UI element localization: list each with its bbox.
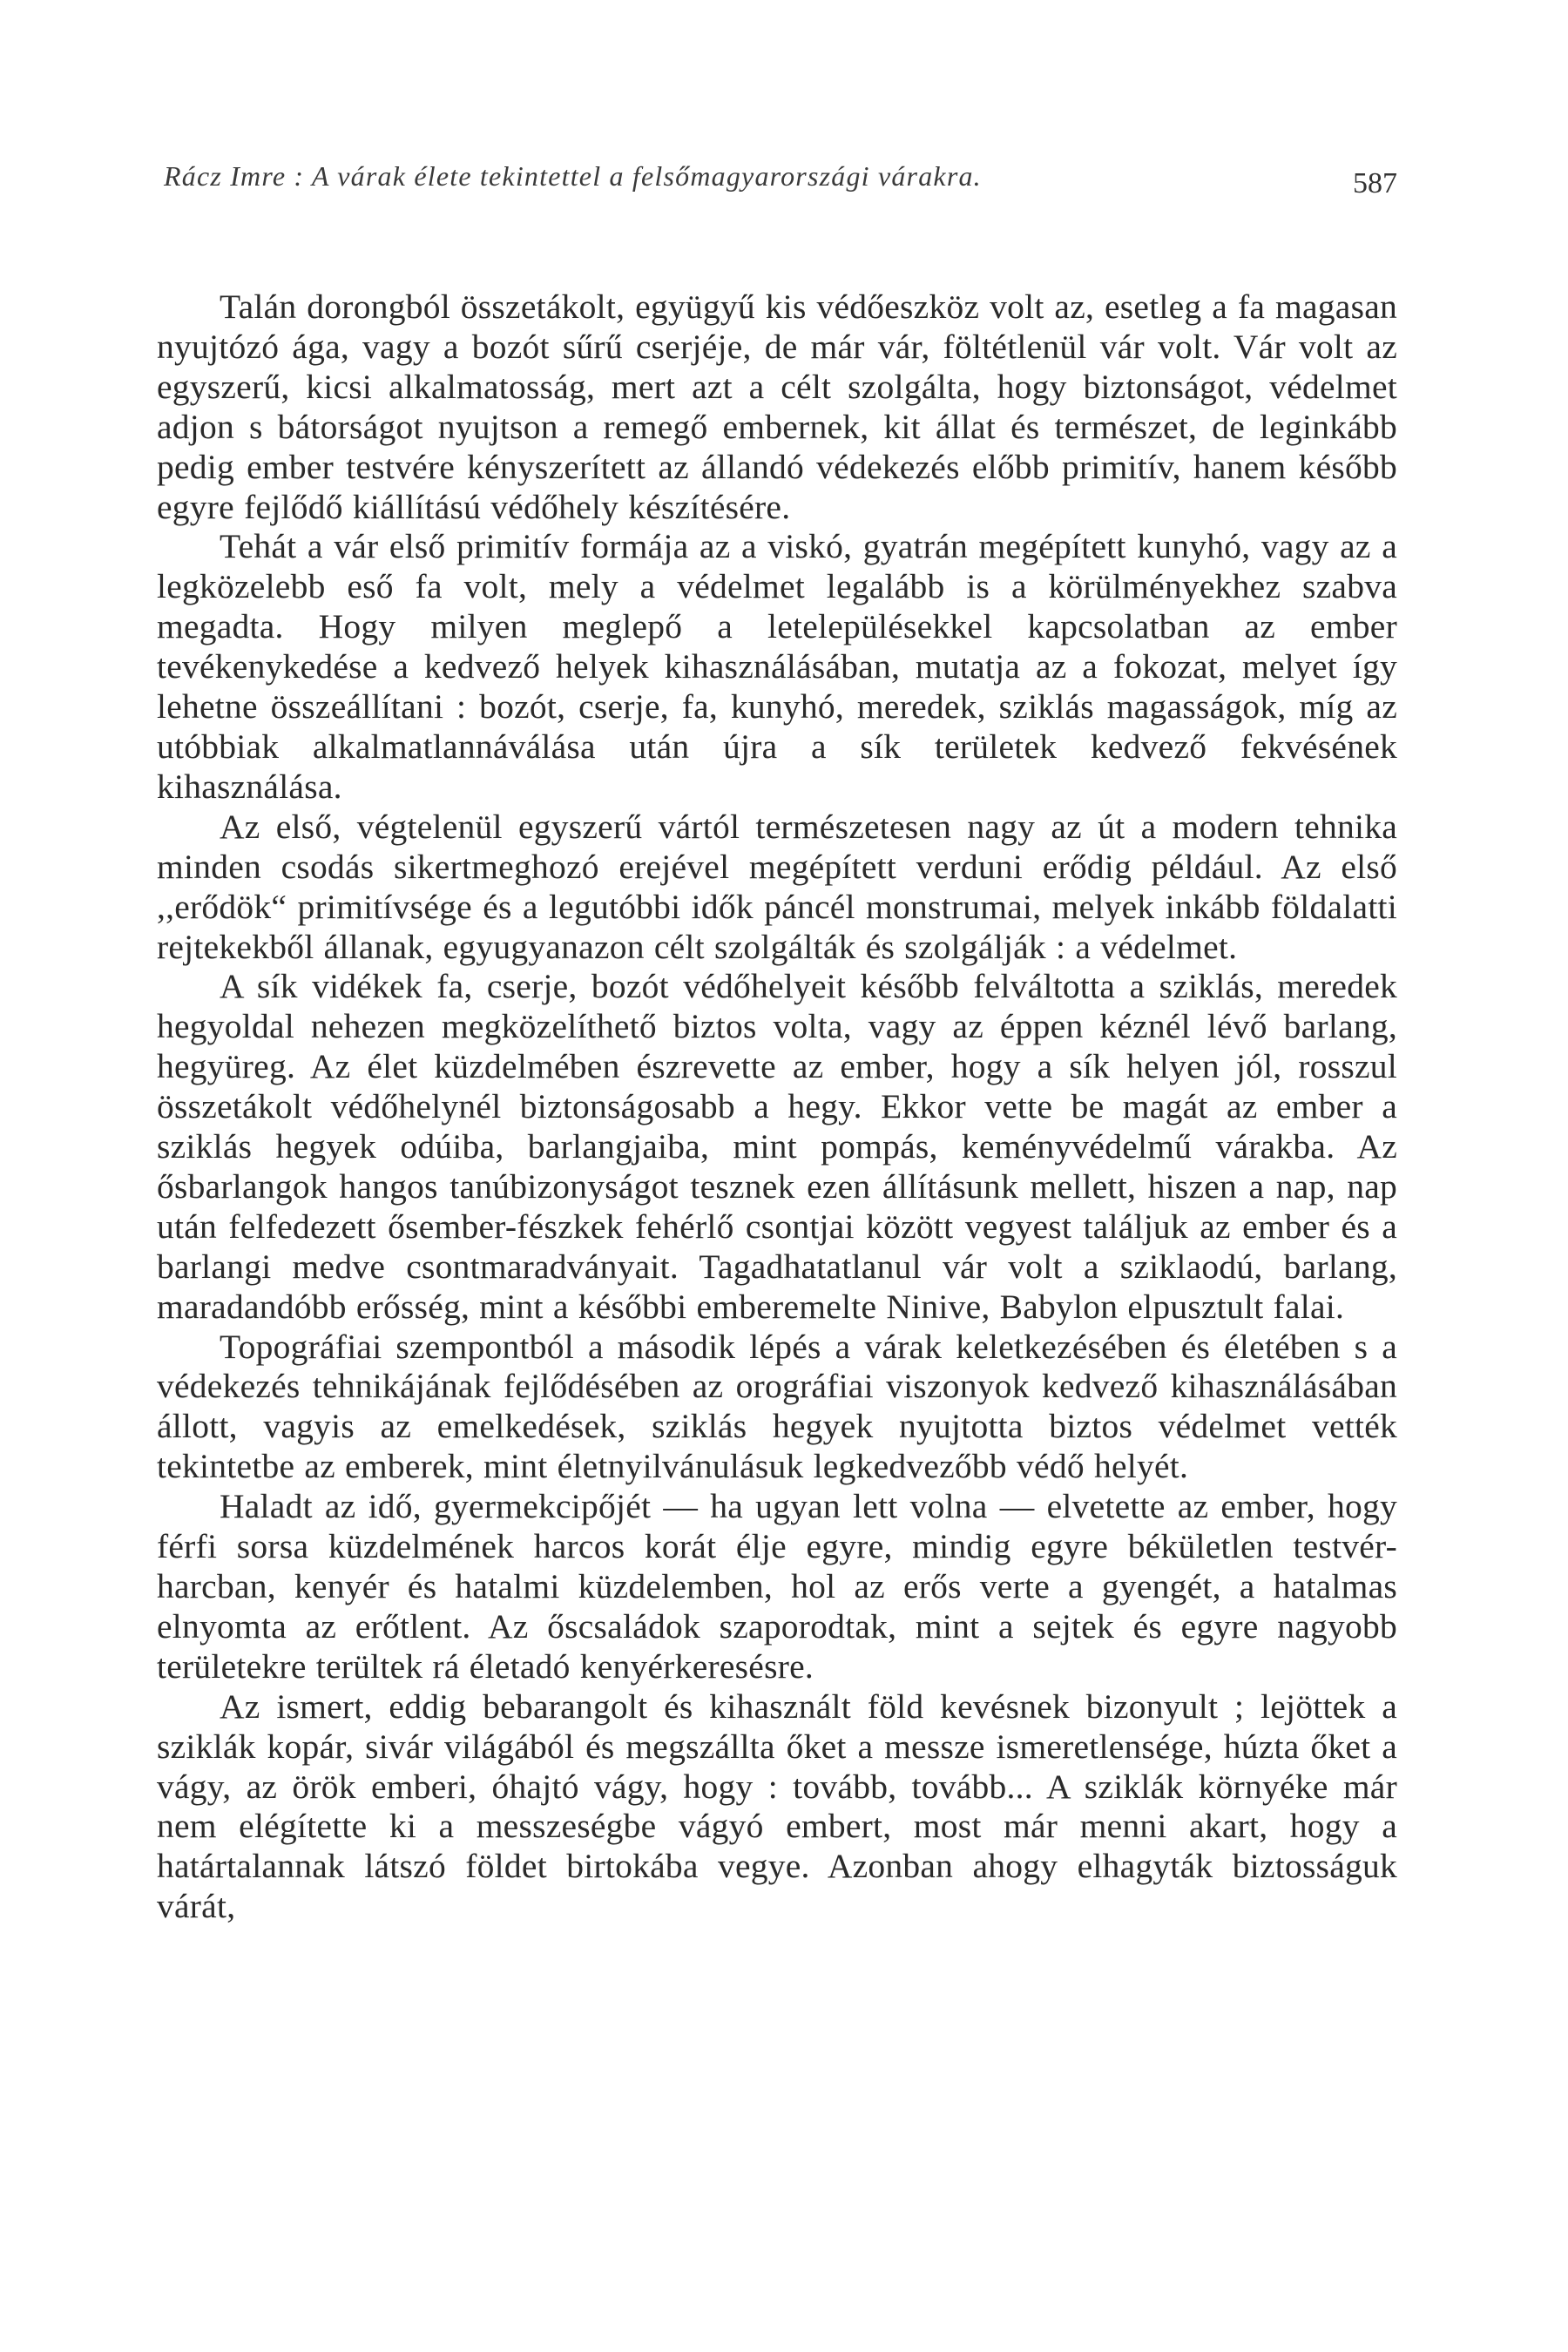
running-title: Rácz Imre : A várak élete tekintettel a felsőmagyarországi várakra. bbox=[164, 160, 982, 192]
paragraph: Topográfiai szempontból a második lépés a várak keletkezésében és életében s a védekezés tehnikájának fejlődésében az orográfiai viszonyok kedvező kihasználásában állott, vagyis az emelkedések, sziklás hegyek nyujtotta biztos védelmet vették tekintetbe az emberek, mint életnyilvánulásuk legkedvezőbb védő helyét. bbox=[157, 1327, 1397, 1486]
body-text bbox=[157, 287, 1397, 1927]
paragraph: Tehát a vár első primitív formája az a viskó, gyatrán megépített kunyhó, vagy az a legközelebb eső fa volt, mely a védelmet legalább is a körülményekhez szabva megadta. Hogy milyen meglepő a letelepülésekkel kapcsolatban az ember tevékenykedése a kedvező helyek kihasználásában, mutatja az a fokozat, melyet így lehetne összeállítani : bozót, cserje, fa, kunyhó, meredek, sziklás magasságok, míg az utóbbiak alkalmatlannáválása után újra a sík területek kedvező fekvésének kihasználása. bbox=[157, 527, 1397, 806]
paragraph: A sík vidékek fa, cserje, bozót védőhelyeit később felváltotta a sziklás, meredek hegyoldal nehezen megközelíthető biztos volta, vagy az éppen kéznél lévő barlang, hegyüreg. Az élet küzdelmében észrevette az ember, hogy a sík helyen jól, rosszul összetákolt védőhelynél biztonságosabb a hegy. Ekkor vette be magát az ember a sziklás hegyek odúiba, barlangjaiba, mint pompás, keményvédelmű várakba. Az ősbarlangok hangos tanúbizonyságot tesznek ezen állításunk mellett, hiszen a nap, nap után felfedezett ősember-fészkek fehérlő csontjai között vegyest találjuk az ember és a barlangi medve csontmaradványait. Tagadhatatlanul vár volt a sziklaodú, barlang, maradandóbb erősség, mint a későbbi emberemelte Ninive, Babylon elpusztult falai. bbox=[157, 967, 1397, 1326]
paragraph: Az ismert, eddig bebarangolt és kihasznált föld kevésnek bizonyult ; lejöttek a sziklák kopár, sivár világából és megszállta őket a messze ismeretlensége, húzta őket a vágy, az örök emberi, óhajtó vágy, hogy : tovább, tovább... A sziklák környéke már nem elégítette ki a messzeségbe vágyó embert, most már menni akart, hogy a határtalannak látszó földet birtokába vegye. Azonban ahogy elhagyták biztosságuk várát, bbox=[157, 1686, 1397, 1926]
page-number: 587 bbox=[1353, 167, 1397, 199]
paragraph: Az első, végtelenül egyszerű vártól természetesen nagy az út a modern tehnika minden csodás sikertmeghozó erejével megépített verduni erődig például. Az első ,,erődök“ primitívsége és a legutóbbi idők páncél monstrumai, melyek inkább földalatti rejtekekből állanak, egyugyanazon célt szolgálták és szolgálják : a védelmet. bbox=[157, 807, 1397, 966]
running-head bbox=[164, 160, 1397, 213]
paragraph: Haladt az idő, gyermekcipőjét — ha ugyan lett volna — elvetette az ember, hogy férfi sorsa küzdelmének harcos korát élje egyre, mindig egyre békületlen testvér-harcban, kenyér és hatalmi küzdelemben, hol az erős verte a gyengét, a hatalmas elnyomta az erőtlent. Az őscsaládok szaporodtak, mint a sejtek és egyre nagyobb területekre terültek rá életadó kenyérkeresésre. bbox=[157, 1487, 1397, 1686]
paragraph: Talán dorongból összetákolt, együgyű kis védőeszköz volt az, esetleg a fa magasan nyujtózó ága, vagy a bozót sűrű cserjéje, de már vár, föltétlenül vár volt. Vár volt az egyszerű, kicsi alkalmatosság, mert azt a célt szolgálta, hogy biztonságot, védelmet adjon s bátorságot nyujtson a remegő embernek, kit állat és természet, de leginkább pedig ember testvére kényszerített az állandó védekezés előbb primitív, hanem később egyre fejlődő kiállítású védőhely készítésére. bbox=[157, 287, 1397, 526]
